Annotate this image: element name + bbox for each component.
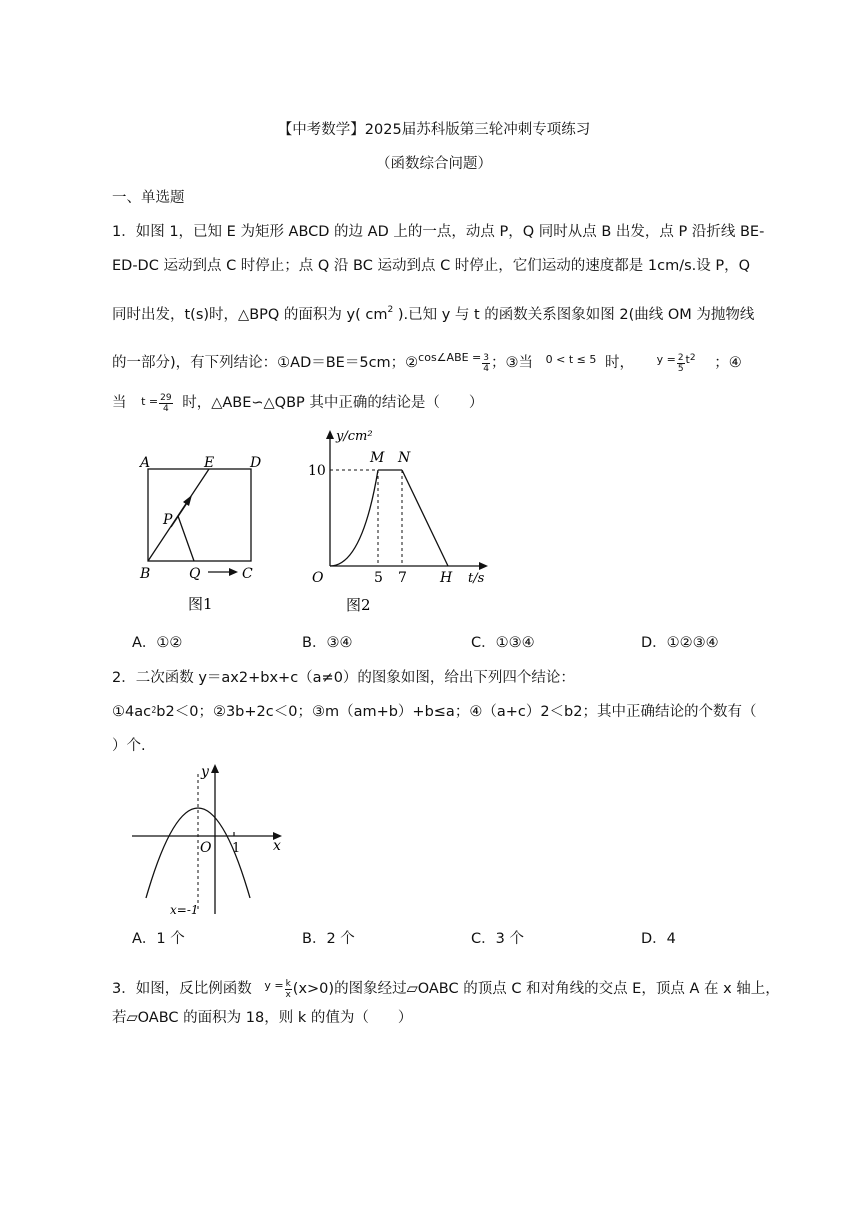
axis-of-symmetry-label: x=-1 <box>170 903 199 917</box>
parabola-y-label: y <box>201 764 209 780</box>
q2-line3: ）个. <box>112 738 146 754</box>
q3-line2: 若▱OABC 的面积为 18，则 k 的值为（ ） <box>112 1010 413 1026</box>
figure-2-caption: 图2 <box>346 596 371 614</box>
q2-line1: 2．二次函数 y＝ax2+bx+c（a≠0）的图象如图，给出下列四个结论： <box>112 670 575 686</box>
parabola-origin-label: O <box>200 840 212 856</box>
q3-line1: 3．如图，反比例函数 $^{y =}$ $\frac{k}{x}$ (x>0)的图象经过▱OABC 的顶点 C 和对角线的交点 E，顶点 A 在 x 轴上， <box>112 978 780 1000</box>
y-fraction: $\frac{2}{5}$ <box>677 352 684 374</box>
figure-2-graph <box>302 424 498 620</box>
label-O: O <box>312 570 324 586</box>
tick-10: 10 <box>308 463 326 479</box>
reciprocal-equation: y = <box>264 979 284 992</box>
label-H: H <box>440 570 453 586</box>
q1-option-a[interactable]: A．①② <box>132 635 183 651</box>
label-Q: Q <box>189 566 201 582</box>
q2-option-c[interactable]: C．3 个 <box>471 931 524 947</box>
q1-line2: ED-DC 运动到点 C 时停止；点 Q 沿 BC 运动到点 C 时停止，它们运动的速度都是 1cm/s.设 P，Q <box>112 258 751 274</box>
y-equation: y = <box>656 353 676 366</box>
q1-option-b[interactable]: B．③④ <box>302 635 353 651</box>
tick-7: 7 <box>398 570 407 586</box>
q1-unit: $cm^2$ <box>365 305 394 323</box>
parabola-x-label: x <box>273 838 281 854</box>
label-P: P <box>163 512 173 528</box>
label-E: E <box>204 455 215 471</box>
q1-line4: 的一部分)，有下列结论：①AD＝BE＝5cm；②$^{cos\angle ABE =}$ $\frac{3}{4}$ ；③当 $^{0 < t \le 5}$ 时， $^{y =}$ $\frac{2}{5}$ $^{t2}$ ；④ <box>112 351 742 374</box>
q2-option-a[interactable]: A．1 个 <box>132 931 185 947</box>
q1-option-d[interactable]: D．①②③④ <box>641 635 719 651</box>
tick-5: 5 <box>374 570 383 586</box>
t-fraction: $\frac{29}{4}$ <box>160 392 172 414</box>
cos-fraction: $\frac{3}{4}$ <box>483 352 490 374</box>
label-M: M <box>370 450 385 466</box>
page-title: 【中考数学】2025届苏科版第三轮冲刺专项练习 <box>277 122 591 138</box>
q2-option-d[interactable]: D．4 <box>641 931 676 947</box>
q1-line5: 当 t = $\frac{29}{4}$ 时，△ABE∽△QBP 其中正确的结论是（ ） <box>112 392 484 414</box>
figure-1-caption: 图1 <box>188 595 213 613</box>
label-A: A <box>140 455 151 471</box>
x-axis-label: t/s <box>468 571 485 586</box>
t-equation: t = <box>141 395 159 408</box>
q2-line2: ①4ac⁲b2＜0；②3b+2c＜0；③m（am+b）+b≤a；④（a+c）2＜b2；其中正确结论的个数有（ <box>112 704 757 720</box>
label-C: C <box>242 566 253 582</box>
q1-line3-b: ).已知 y 与 t 的函数关系图象如图 2(曲线 OM 为抛物线 <box>397 307 755 323</box>
y-axis-label: y/cm² <box>336 429 373 444</box>
label-N: N <box>398 450 411 466</box>
q2-option-b[interactable]: B．2 个 <box>302 931 355 947</box>
figure-parabola <box>128 758 298 918</box>
label-D: D <box>250 455 262 471</box>
figure-1-rectangle <box>128 446 278 618</box>
q1-line3 <box>112 300 754 325</box>
q1-option-c[interactable]: C．①③④ <box>471 635 535 651</box>
t-range: 0 < t ≤ 5 <box>545 353 597 366</box>
q1-line3-a: 同时出发，t(s)时，△BPQ 的面积为 y( <box>112 307 361 323</box>
page-subtitle: （函数综合问题） <box>376 156 492 172</box>
k-over-x-fraction: $\frac{k}{x}$ <box>285 978 291 1000</box>
section-heading: 一、单选题 <box>112 190 185 206</box>
parabola-tick-1: 1 <box>232 841 241 856</box>
label-B: B <box>140 566 151 582</box>
cos-expression: cos∠ABE = <box>418 351 482 364</box>
q1-line1: 1．如图 1，已知 E 为矩形 ABCD 的边 AD 上的一点，动点 P，Q 同时从点 B 出发，点 P 沿折线 BE- <box>112 224 765 240</box>
